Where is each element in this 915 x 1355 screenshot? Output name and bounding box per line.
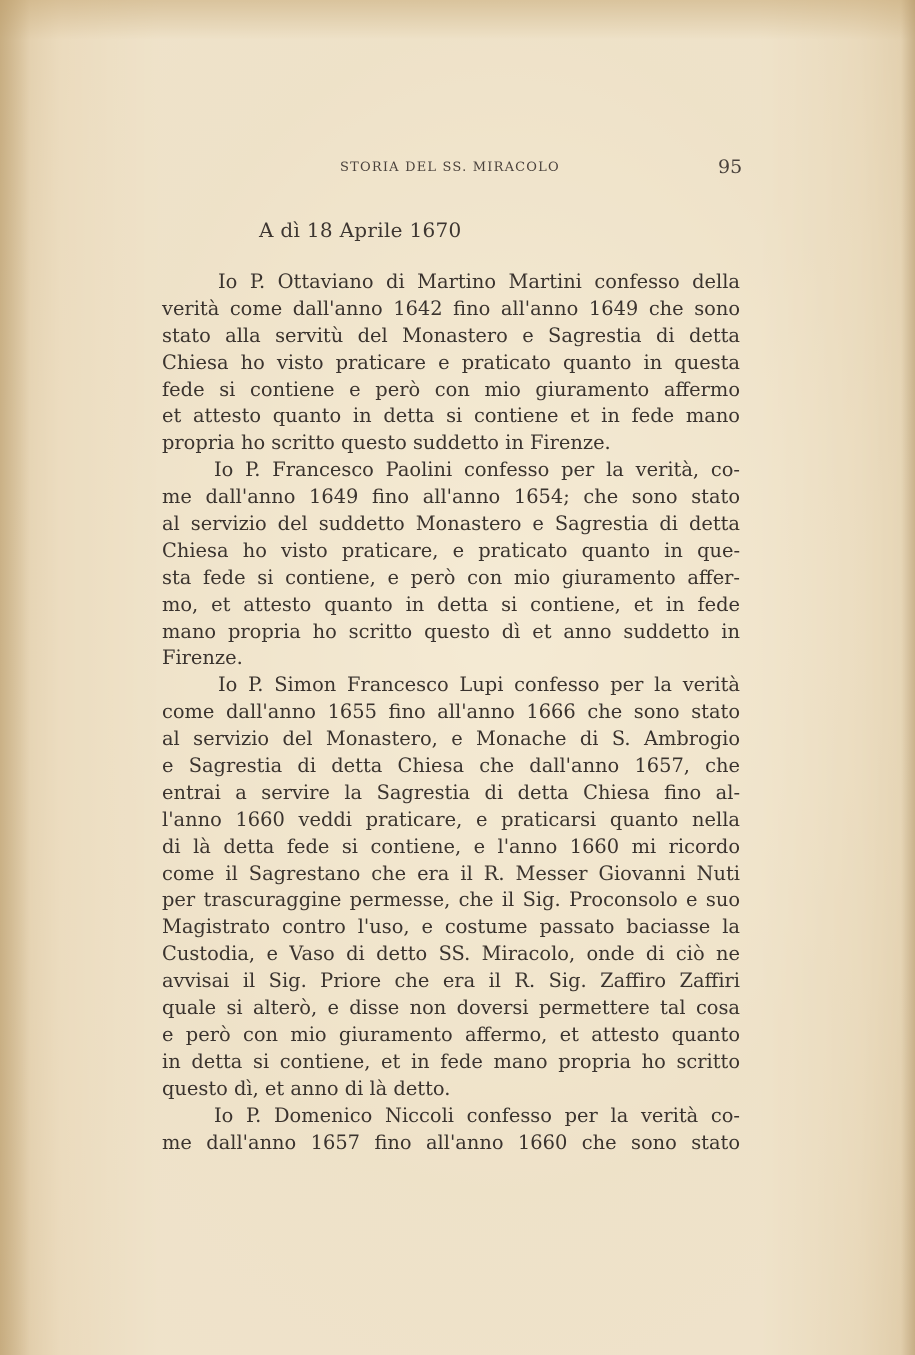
text-line: me dall'anno 1657 fino all'anno 1660 che sono stato <box>162 1130 740 1154</box>
text-line: entrai a servire la Sagrestia di detta Chiesa fino al- <box>162 780 740 804</box>
running-title: STORIA DEL SS. MIRACOLO <box>340 160 560 175</box>
text-line: quale si alterò, e disse non doversi permettere tal cosa <box>162 996 740 1020</box>
text-line: Firenze. <box>162 646 243 670</box>
text-line: Magistrato contro l'uso, e costume passato baciasse la <box>162 915 740 939</box>
text-line: mo, et attesto quanto in detta si contiene, et in fede <box>162 592 740 616</box>
text-line: e però con mio giuramento affermo, et attesto quanto <box>162 1022 740 1046</box>
text-line: verità come dall'anno 1642 fino all'anno 1649 che sono <box>162 296 740 320</box>
text-line: di là detta fede si contiene, e l'anno 1660 mi ricordo <box>162 834 740 858</box>
text-line: et attesto quanto in detta si contiene et in fede mano <box>162 404 740 428</box>
text-line: l'anno 1660 veddi praticare, e praticarsi quanto nella <box>162 807 740 831</box>
text-line: Custodia, e Vaso di detto SS. Miracolo, onde di ciò ne <box>162 942 740 966</box>
text-line: fede si contiene e però con mio giuramento affermo <box>162 377 740 401</box>
text-line: propria ho scritto questo suddetto in Firenze. <box>162 431 611 455</box>
text-line: Io P. Domenico Niccoli confesso per la verità co- <box>214 1103 740 1127</box>
top-shadow <box>0 0 915 40</box>
text-line: al servizio del suddetto Monastero e Sagrestia di detta <box>162 512 740 536</box>
date-heading: A dì 18 Aprile 1670 <box>259 218 462 242</box>
left-edge-shadow <box>0 0 30 1355</box>
text-line: per trascuraggine permesse, che il Sig. Proconsolo e suo <box>162 888 740 912</box>
text-line: Io P. Simon Francesco Lupi confesso per la verità <box>218 673 740 697</box>
text-line: mano propria ho scritto questo dì et anno suddetto in <box>162 619 740 643</box>
text-line: stato alla servitù del Monastero e Sagrestia di detta <box>162 323 740 347</box>
text-line: Chiesa ho visto praticare, e praticato quanto in que- <box>162 538 740 562</box>
text-line: questo dì, et anno di là detto. <box>162 1076 451 1100</box>
text-line: in detta si contiene, et in fede mano propria ho scritto <box>162 1049 740 1073</box>
text-line: me dall'anno 1649 fino all'anno 1654; che sono stato <box>162 485 740 509</box>
text-line: Io P. Ottaviano di Martino Martini confesso della <box>218 270 740 293</box>
text-line: sta fede si contiene, e però con mio giuramento affer- <box>162 565 740 589</box>
text-line: come il Sagrestano che era il R. Messer Giovanni Nuti <box>162 861 740 885</box>
text-line: al servizio del Monastero, e Monache di S. Ambrogio <box>162 727 740 751</box>
page-number: 95 <box>718 156 743 178</box>
text-line: avvisai il Sig. Priore che era il R. Sig. Zaffiro Zaffiri <box>162 969 740 993</box>
text-line: come dall'anno 1655 fino all'anno 1666 che sono stato <box>162 700 740 724</box>
text-line: e Sagrestia di detta Chiesa che dall'anno 1657, che <box>162 754 740 778</box>
right-edge-shadow <box>901 0 915 1355</box>
body-text <box>162 269 740 1156</box>
text-line: Io P. Francesco Paolini confesso per la verità, co- <box>214 458 740 482</box>
text-line: Chiesa ho visto praticare e praticato quanto in questa <box>162 350 740 374</box>
